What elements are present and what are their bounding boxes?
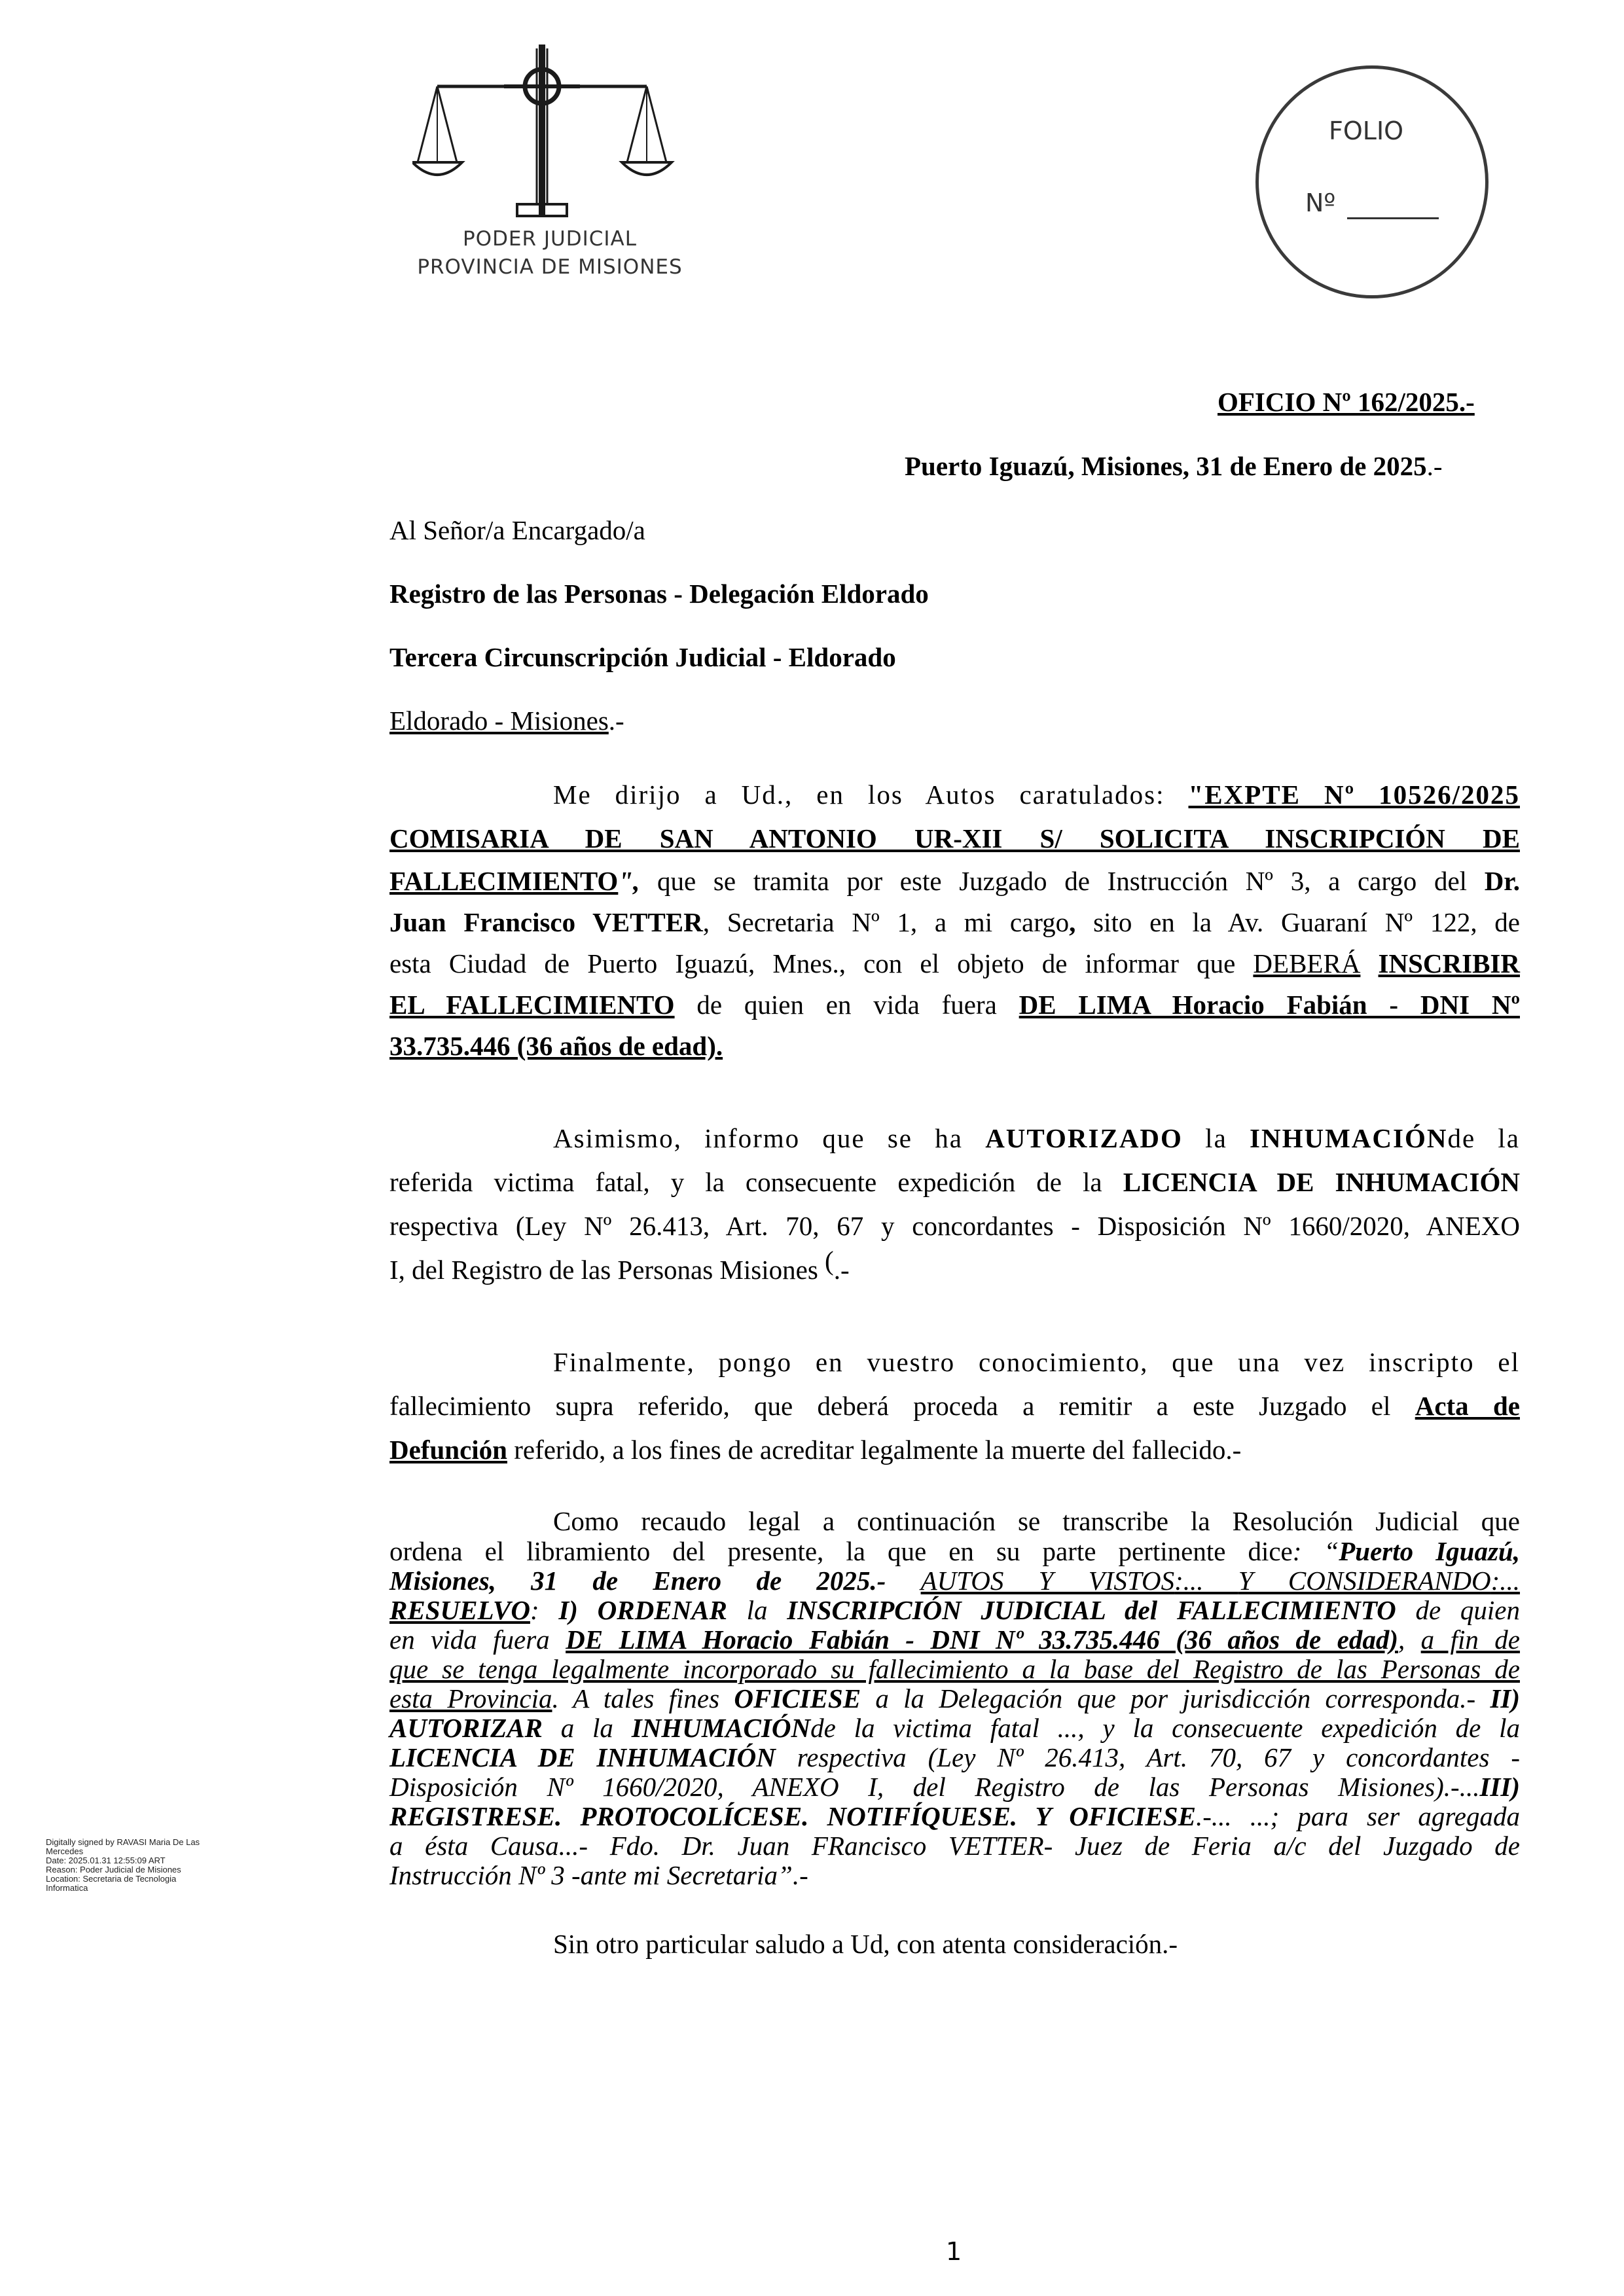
p1-inscribir: INSCRIBIR: [1378, 948, 1520, 978]
p4-inhumacion: INHUMACIÓN: [631, 1713, 811, 1743]
p2-line4: [389, 1246, 850, 1285]
p2-paren: (: [825, 1246, 834, 1276]
addressee-line4: [389, 708, 624, 734]
p1-quote-close: ",: [618, 866, 640, 896]
p4-line3: [389, 1568, 1520, 1594]
p4-a-fin-de: a fin de: [1420, 1624, 1521, 1655]
p1-dr: Dr.: [1484, 866, 1520, 896]
p1-line3: [389, 865, 1520, 897]
logo-text-provincia: PROVINCIA DE MISIONES: [417, 255, 683, 279]
p4-l11-text: .-... ...; para ser agregada: [1195, 1801, 1520, 1831]
p4-l10-text: Disposición Nº 1660/2020, ANEXO I, del Registro de las Personas Misiones).-...: [389, 1772, 1480, 1802]
p4-l8-text: de la victima fatal ..., y la consecuente expedición de la: [810, 1713, 1520, 1743]
p1-line5: [389, 948, 1520, 979]
page-number: 1: [946, 2237, 962, 2266]
p1-comma: ,: [1069, 907, 1076, 937]
folio-label: FOLIO: [1329, 117, 1404, 145]
p4-oficiese: OFICIESE: [734, 1683, 861, 1713]
p1-expte: "EXPTE Nº 10526/2025: [1188, 780, 1520, 810]
p1-space: [1360, 948, 1378, 978]
p4-ordenar: I) ORDENAR: [558, 1595, 727, 1625]
p4-l9-text: respectiva (Ley Nº 26.413, Art. 70, 67 y concordantes -: [775, 1742, 1521, 1772]
p3-line1: Finalmente, pongo en vuestro conocimiento, que una vez inscripto el: [553, 1347, 1520, 1377]
signature-date: Date: 2025.01.31 12:55:09 ART: [46, 1856, 166, 1865]
p4-autorizar: AUTORIZAR: [389, 1713, 543, 1743]
p4-line11: [389, 1803, 1520, 1830]
p3-l3-text: referido, a los fines de acreditar legalmente la muerte del fallecido.-: [507, 1435, 1242, 1465]
p3-acta-de: Acta de: [1415, 1391, 1520, 1421]
signature-reason: Reason: Poder Judicial de Misiones: [46, 1865, 181, 1874]
p2-autorizado: AUTORIZADO: [985, 1123, 1183, 1153]
closing-line: Sin otro particular saludo a Ud, con atenta consideración.-: [553, 1929, 1178, 1959]
p2-line1: [553, 1122, 1520, 1154]
p4-ellipsis2: :...: [1490, 1566, 1521, 1596]
p4-line8: [389, 1715, 1520, 1742]
p1-l3-text: que se tramita por este Juzgado de Instrucción Nº 3, a cargo del: [640, 866, 1485, 896]
p1-deceased-name: DE LIMA Horacio Fabián - DNI Nº: [1019, 990, 1520, 1020]
p2-line3: respectiva (Ley Nº 26.413, Art. 70, 67 y concordantes - Disposición Nº 1660/2020, ANEXO: [389, 1211, 1520, 1241]
p4-line4: [389, 1597, 1520, 1624]
p1-l5-text: esta Ciudad de Puerto Iguazú, Mnes., con el objeto de informar que: [389, 948, 1254, 978]
p2-end: .-: [833, 1255, 850, 1285]
signature-line2: Mercedes: [46, 1846, 84, 1856]
p3-line2: [389, 1390, 1520, 1422]
p1-line7: 33.735.446 (36 años de edad).: [389, 1031, 723, 1061]
p1-line1: [553, 779, 1520, 810]
digital-signature: [46, 1838, 262, 1893]
p2-l2-text: referida victima fatal, y la consecuente expedición de la: [389, 1167, 1123, 1197]
addressee-line1: Al Señor/a Encargado/a: [389, 515, 645, 545]
p4-inscripcion: INSCRIPCIÓN JUDICIAL del FALLECIMIENTO: [787, 1595, 1396, 1625]
p4-licencia: LICENCIA DE INHUMACIÓN: [389, 1742, 776, 1772]
p4-comma: ,: [1398, 1624, 1421, 1655]
folio-number-blank: [1347, 217, 1439, 219]
folio-circle: [1255, 65, 1489, 298]
date-text: Puerto Iguazú, Misiones, 31 de Enero de 2025: [905, 451, 1427, 481]
logo-text-poder-judicial: PODER JUDICIAL: [462, 227, 638, 251]
p1-line2: COMISARIA DE SAN ANTONIO UR-XII S/ SOLICITA INSCRIPCIÓN DE: [389, 823, 1520, 853]
p4-line10: [389, 1774, 1520, 1801]
p4-line13: Instrucción Nº 3 -ante mi Secretaria”.-: [389, 1860, 808, 1890]
p4-ii: II): [1490, 1683, 1521, 1713]
p4-line5: [389, 1626, 1520, 1653]
p1-el-fallecimiento: EL FALLECIMIENTO: [389, 990, 675, 1020]
p4-la: la: [727, 1595, 787, 1625]
date-line: [905, 453, 1443, 480]
signature-location: Location: Secretaria de Tecnologia: [46, 1874, 177, 1884]
p4-colon: :: [530, 1595, 559, 1625]
p4-date: Misiones, 31 de Enero de 2025.-: [389, 1566, 921, 1596]
folio-stamp: [1255, 65, 1491, 301]
signature-line6: Informatica: [46, 1883, 88, 1893]
p4-considerando: Y CONSIDERANDO: [1238, 1566, 1491, 1596]
p4-line7: [389, 1685, 1520, 1712]
date-suffix: .-: [1426, 451, 1443, 481]
p2-inhumacion: INHUMACIÓN: [1250, 1123, 1448, 1153]
p4-place: Puerto Iguazú,: [1339, 1536, 1520, 1566]
p4-a-la: a la: [542, 1713, 632, 1743]
p1-line6: [389, 989, 1520, 1020]
addressee-city-suffix: .-: [608, 706, 624, 736]
p1-fallecimiento: FALLECIMIENTO: [389, 866, 619, 896]
addressee-line2: Registro de las Personas - Delegación Eldorado: [389, 579, 929, 609]
p4-delegacion: a la Delegación que por jurisdicción corresponda.-: [861, 1683, 1490, 1713]
p4-deceased-name: DE LIMA Horacio Fabián - DNI Nº 33.735.446 (36 años de edad): [566, 1624, 1398, 1655]
p4-esta-provincia: esta Provincia: [389, 1683, 552, 1713]
addressee-city: Eldorado - Misiones: [389, 706, 609, 736]
folio-number-label: Nº: [1305, 188, 1336, 217]
p1-l6-text: de quien en vida fuera: [674, 990, 1019, 1020]
p4-autos-y-vistos: AUTOS Y VISTOS: [920, 1566, 1175, 1596]
p1-line4: [389, 906, 1520, 938]
p4-line12: a ésta Causa...- Fdo. Dr. Juan FRancisco VETTER- Juez de Feria a/c del Juzgado de: [389, 1831, 1520, 1861]
p4-registrese: REGISTRESE. PROTOCOLÍCESE. NOTIFÍQUESE. Y OFICIESE: [389, 1801, 1196, 1831]
p4-quote-open: : “: [1292, 1536, 1339, 1566]
p4-line9: [389, 1744, 1520, 1771]
p2-l4-text: I, del Registro de las Personas Misiones: [389, 1255, 825, 1285]
signature-line1: Digitally signed by RAVASI Maria De Las: [46, 1837, 200, 1847]
p3-line3: [389, 1434, 1241, 1465]
p1-debera: DEBERÁ: [1253, 948, 1361, 978]
p2-la: la: [1182, 1123, 1250, 1153]
p4-line1: Como recaudo legal a continuación se transcribe la Resolución Judicial que: [553, 1506, 1520, 1536]
p4-ellipsis1: :...: [1174, 1566, 1238, 1596]
p1-address: sito en la Av. Guaraní Nº 122, de: [1075, 907, 1520, 937]
scales-of-justice-icon: [412, 39, 687, 223]
p1-judge-name: Juan Francisco VETTER: [389, 907, 703, 937]
addressee-line3: Tercera Circunscripción Judicial - Eldorado: [389, 642, 896, 672]
p3-defuncion: Defunción: [389, 1435, 507, 1465]
p4-de-quien: de quien: [1396, 1595, 1521, 1625]
p2-l1-text: Asimismo, informo que se ha: [553, 1123, 986, 1153]
p4-a-tales-fines: . A tales fines: [552, 1683, 734, 1713]
p1-l1-text: Me dirijo a Ud., en los Autos caratulados:: [553, 780, 1189, 810]
p4-iii: III): [1479, 1772, 1520, 1802]
p4-line6: que se tenga legalmente incorporado su fallecimiento a la base del Registro de las Personas de: [389, 1654, 1520, 1684]
p3-l2-text: fallecimiento supra referido, que deberá proceda a remitir a este Juzgado el: [389, 1391, 1415, 1421]
p4-resuelvo: RESUELVO: [389, 1595, 530, 1625]
p4-line2: [389, 1538, 1520, 1565]
p4-en-vida: en vida fuera: [389, 1624, 566, 1655]
poder-judicial-logo: [412, 39, 687, 288]
p2-line2: [389, 1166, 1520, 1198]
oficio-number: OFICIO Nº 162/2025.-: [1218, 387, 1475, 417]
p1-secretaria: , Secretaria Nº 1, a mi cargo: [702, 907, 1070, 937]
p4-l2-text: ordena el libramiento del presente, la que en su parte pertinente dice: [389, 1536, 1293, 1566]
p2-de-la: de la: [1447, 1123, 1520, 1153]
p2-licencia: LICENCIA DE INHUMACIÓN: [1123, 1167, 1520, 1197]
